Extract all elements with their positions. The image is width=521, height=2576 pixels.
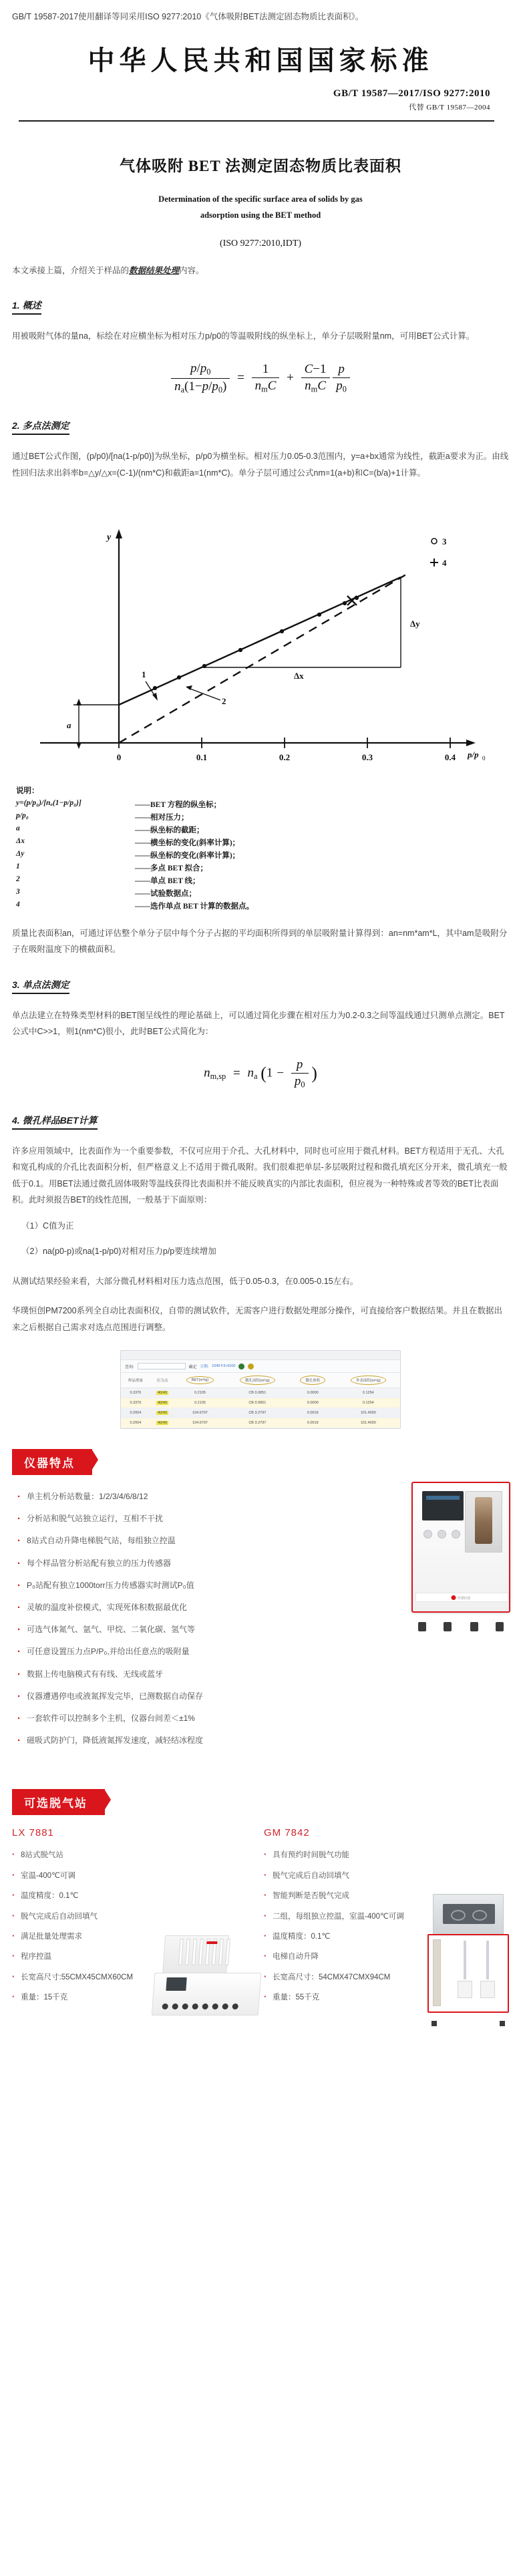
degas-ribbon: 可选脱气站 [12, 1789, 105, 1815]
cell-external-area: 0.1254 [337, 1388, 400, 1398]
svg-text:a: a [67, 720, 71, 731]
brand-logo-icon: 华璞恒创 [451, 1595, 470, 1601]
cell-bet: 0.2105 [174, 1388, 225, 1398]
section-micropore [0, 1094, 521, 1209]
svg-text:y: y [107, 532, 112, 543]
legend-row [16, 861, 254, 874]
legend-key: 2 [16, 874, 20, 883]
lead-suffix: 内容。 [179, 265, 204, 275]
section-multipoint [0, 399, 521, 481]
micropore-conclusion: 从测试结果经验来看，大部分微孔材料相对压力选点范围，低于0.05-0.3，在0.005-0.15左右。 [12, 1276, 359, 1286]
legend-key: Δy [16, 849, 25, 858]
confirm-button[interactable]: 确定 [188, 1365, 197, 1370]
feature-item: · 磁吸式防护门，降低液氮挥发速度，减轻结冰程度 [17, 1730, 331, 1752]
cell-sample-weight: 0.2004 [121, 1408, 150, 1418]
software-toolbar [121, 1360, 400, 1373]
feature-item: · 可任意设置压力点P/P₀,并给出任意点的吸附量 [17, 1641, 331, 1663]
cell-bet: 0.2105 [174, 1398, 225, 1408]
national-standard-banner [0, 25, 521, 122]
section-1-heading: 1. 概述 [12, 299, 41, 315]
col-micropore-volume: 微孔体积 [289, 1373, 337, 1388]
document-title-cn: 气体吸附 BET 法测定固态物质比表面积 [119, 158, 402, 175]
legend-desc: ——横坐标的变化(斜率计算)； [135, 838, 240, 847]
spec-item: · 室温-400℃可调 [12, 1866, 186, 1886]
legend-row [16, 836, 254, 848]
cell-external-area: 101.4000 [337, 1408, 400, 1418]
status-label: 日期: [200, 1365, 209, 1370]
document-title-en-line2: adsorption using the BET method [200, 210, 321, 220]
warn-indicator-icon[interactable] [248, 1363, 254, 1370]
standard-code-replaces: 代替 GB/T 19587—2004 [409, 104, 490, 112]
cell-micropore-volume: 0.0019 [289, 1408, 337, 1418]
legend-key: y=(p/p₀)/[nₐ(1−p/p₀)] [16, 798, 81, 807]
col-external-area: 外表面积(m²/g) [337, 1373, 400, 1388]
legend-desc: ——纵坐标的变化(斜率计算)； [135, 851, 240, 860]
cell-bet: 104.6797 [174, 1418, 225, 1428]
figure-legend [16, 785, 509, 912]
table-row[interactable] [121, 1388, 400, 1398]
legend-desc: ——相对压力； [135, 813, 189, 822]
legend-row [16, 848, 254, 861]
mass-specific-area-paragraph: 质量比表面积an，可通过评估整个单分子层中每个分子占据的平均面积所得到的单层吸附量计算得到：an=nm*am*L，其中am是吸附分子在吸附温度下的横截面积。 [12, 929, 508, 955]
section-overview [0, 279, 521, 344]
feature-item: · 一套软件可以控制多个主机，仪器台间差＜±1% [17, 1708, 331, 1730]
spec-item: · 脱气完成后自动回填气 [12, 1907, 186, 1927]
product-lx7881 [12, 1827, 257, 2028]
feature-item: · 数据上传电脑模式有有线、无线或蓝牙 [17, 1663, 331, 1685]
section-1-body: 用被吸附气体的量na，标绘在对应横坐标为相对压力p/p0的等温吸附线的纵坐标上，单分子层吸附量nm，可用BET公式计算。 [12, 331, 475, 341]
document-idt: (ISO 9277:2010,IDT) [219, 238, 302, 249]
section-4-body: 许多应用领域中，比表面作为一个重要参数，不仅可应用于介孔、大孔材料中，同时也可应用于微孔材料。BET方程适用于无孔、大孔和宽孔构成的介孔比表面积分析，但严格意义上不适用于微孔吸附。我们很难把单层-多层吸附过程和微孔填充区分开来，微孔填充一般低于0.1。用BET法通过微孔固体吸附等温线获得比表面积并不能反映真实的内部比表面积，但应视为一种特殊或者等效的BET比表面积。此时须报告BET的线性范围，一般基于下面原则： [12, 1146, 508, 1205]
spec-item: · 重量：55千克 [264, 1987, 438, 2007]
national-standard-title: 中华人民共和国国家标准 [88, 45, 433, 76]
lx7881-illustration [153, 1935, 260, 2016]
svg-text:0.4: 0.4 [444, 752, 456, 763]
feature-item: · 分析站和脱气站独立运行，互相不干扰 [17, 1508, 331, 1530]
spec-item: · 二组，每组独立控温，室温-400℃可调 [264, 1907, 438, 1927]
instrument-display-icon [422, 1491, 464, 1520]
table-row[interactable] [121, 1408, 400, 1418]
cell-micropore-area: CB 3.2797 [226, 1418, 289, 1428]
legend-desc: ——纵坐标的截距； [135, 826, 204, 834]
cell-bet: 104.6797 [174, 1408, 225, 1418]
svg-text:0.2: 0.2 [279, 752, 291, 763]
svg-text:0: 0 [482, 755, 486, 762]
document-title-en [40, 192, 481, 224]
section-3-heading: 3. 单点法测定 [12, 978, 69, 994]
legend-desc: ——多点 BET 拟合； [135, 864, 208, 872]
section-singlepoint [0, 958, 521, 1040]
product-name: LX 7881 [12, 1827, 54, 1839]
table-header-row [121, 1373, 400, 1388]
spec-item: · 长宽高尺寸:55CMX45CMX60CM [12, 1967, 186, 1987]
section-4-heading: 4. 微孔样品BET计算 [12, 1114, 98, 1130]
instrument-dewar-tube [475, 1497, 492, 1544]
legend-key: a [16, 824, 20, 832]
legend-row [16, 810, 254, 823]
legend-row [16, 887, 254, 899]
svg-text:4: 4 [442, 558, 447, 569]
lead-prefix: 本文承接上篇，介绍关于样品的 [12, 265, 130, 275]
instrument-features-ribbon: 仪器特点 [12, 1449, 92, 1475]
col-pressure-points: 压力点 [150, 1373, 175, 1388]
section-2-heading: 2. 多点法测定 [12, 419, 69, 435]
document-title-en-line1: Determination of the specific surface area of solids by gas [158, 194, 363, 204]
svg-text:1: 1 [142, 669, 146, 680]
legend-row [16, 874, 254, 887]
col-sample-weight: 样品重量 [121, 1373, 150, 1388]
status-value: 1049 F3-H100 [212, 1364, 236, 1369]
col-micropore-area: 微孔面积(m²/g) [226, 1373, 289, 1388]
micropore-rules-list [0, 1219, 521, 1260]
spec-item: · 温度精度：0.1℃ [264, 1927, 438, 1947]
pm7200-instrument-illustration [411, 1482, 510, 1631]
run-indicator-icon[interactable] [238, 1363, 244, 1370]
legend-desc: ——试验数据点； [135, 889, 196, 898]
cell-pressure-points: 40/40 [150, 1388, 175, 1398]
lead-paragraph [0, 263, 521, 279]
feature-item: · 仪器遭遇停电或液氮挥发完毕，已测数据自动保存 [17, 1685, 331, 1708]
feature-item: · 8站式自动升降电梯脱气站，每组独立控温 [17, 1530, 331, 1552]
table-row[interactable] [121, 1398, 400, 1408]
legend-desc: ——单点 BET 线； [135, 876, 200, 885]
svg-text:2: 2 [222, 696, 226, 707]
svg-text:Δy: Δy [410, 619, 420, 629]
legend-key: p/p₀ [16, 811, 29, 820]
svg-text:3: 3 [442, 536, 447, 547]
product-gm7842 [264, 1827, 509, 2028]
instrument-features-header [0, 1429, 521, 1475]
intro-paragraph: GB/T 19587-2017使用翻译等同采用ISO 9277:2010《气体吸附BET法测定固态物质比表面积》。 [12, 12, 364, 21]
cell-external-area: 101.4000 [337, 1418, 400, 1428]
feature-item: · 灵敏的温度补偿模式，实现死体积数据最优化 [17, 1597, 331, 1619]
degas-products [0, 1815, 521, 2028]
legend-row [16, 798, 254, 810]
spec-item: · 电梯自动升降 [264, 1947, 438, 1967]
software-window[interactable] [120, 1350, 401, 1429]
feature-item: · P₀站配有独立1000torr压力传感器实时测试P₀值 [17, 1575, 331, 1597]
spec-item: · 程序控温 [12, 1947, 186, 1967]
instrument-knobs [423, 1530, 460, 1539]
spec-item: · 智能判断是否脱气完成 [264, 1886, 438, 1906]
gm7842-illustration [427, 1894, 509, 2021]
degas-section-header [0, 1752, 521, 1815]
feature-item: · 每个样品管分析站配有独立的压力传感器 [17, 1553, 331, 1575]
legend-desc: ——BET 方程的纵坐标； [135, 800, 222, 809]
legend-key: Δx [16, 836, 25, 845]
svg-text:Δx: Δx [294, 671, 304, 681]
legend-key: 4 [16, 900, 20, 909]
cell-micropore-volume: 0.0000 [289, 1388, 337, 1398]
svg-text:0: 0 [116, 752, 122, 763]
search-input[interactable] [138, 1363, 186, 1370]
search-label: 查询: [125, 1365, 134, 1370]
col-bet: BET(m²/g) [174, 1373, 225, 1388]
spec-item: · 温度精度：0.1℃ [12, 1886, 186, 1906]
table-row[interactable] [121, 1418, 400, 1428]
cell-external-area: 0.1254 [337, 1398, 400, 1408]
lead-emphasis: 数据结果处理 [129, 265, 180, 275]
bet-plot-figure [0, 496, 521, 780]
software-paragraph: 华璞恒创PM7200系列全自动比表面积仪，自带的测试软件，无需客户进行数据处理部分操作，可直接给客户数据结果。并且在数据出来之后根据自己需求对选点范围进行调整。 [12, 1306, 503, 1332]
cell-sample-weight: 0.3376 [121, 1388, 150, 1398]
spec-item: · 脱气完成后自动回填气 [264, 1866, 438, 1886]
spec-item: · 具有预约时间脱气功能 [264, 1845, 438, 1865]
section-3-body: 单点法建立在特殊类型材料的BET图呈线性的理论基础上，可以通过简化步骤在相对压力为0.2-0.3之间等温线通过只测单点测定。BET公式中C>>1，则1(nm*C)很小，此时BET公式简化为： [12, 1010, 505, 1037]
product-name: GM 7842 [264, 1827, 310, 1839]
banner-divider [19, 120, 494, 122]
software-screenshot [0, 1335, 521, 1429]
cell-micropore-volume: 0.0000 [289, 1398, 337, 1408]
cell-pressure-points: 40/40 [150, 1418, 175, 1428]
micropore-rule-1: （1）C值为正 [21, 1221, 74, 1231]
instrument-features-list [0, 1475, 521, 1752]
figure-legend-table [16, 798, 254, 912]
cell-pressure-points: 40/40 [150, 1408, 175, 1418]
bet-equation: $\frac{p/p0}{na(1-p/p0)}$ = $\frac{1}{\text{nmC}}$ + $\frac{C-1}{\text{nmC}}$ $\frac{p}{p0}$ [0, 361, 521, 395]
feature-item: · 可选气体氮气、氩气、甲烷、二氧化碳、氢气等 [17, 1619, 331, 1641]
spec-item: · 重量：15千克 [12, 1987, 186, 2007]
legend-desc: ——选作单点 BET 计算的数据点。 [135, 902, 254, 911]
feature-item: · 单主机分析站数量：1/2/3/4/6/8/12 [17, 1486, 331, 1508]
window-titlebar [121, 1351, 400, 1360]
micropore-rule-2: （2）na(p0-p)或na(1-p/p0)对相对压力p/p要连续增加 [21, 1247, 216, 1257]
spec-item: · 8站式脱气站 [12, 1845, 186, 1865]
legend-key: 3 [16, 887, 20, 896]
svg-text:0.3: 0.3 [361, 752, 373, 763]
spec-item: · 长宽高尺寸：54CMX47CMX94CM [264, 1967, 438, 1987]
legend-row [16, 823, 254, 836]
legend-key: 1 [16, 862, 20, 870]
results-table [121, 1373, 400, 1428]
instrument-chamber [465, 1491, 502, 1553]
standard-code-main: GB/T 19587—2017/ISO 9277:2010 [333, 88, 490, 100]
cell-micropore-area: CB 0.0851 [226, 1388, 289, 1398]
cell-micropore-area: CB 3.2797 [226, 1408, 289, 1418]
section-2-body: 通过BET公式作图，(p/p0)/[na(1-p/p0)]为纵坐标，p/p0为横坐标。相对压力0.05-0.3范围内，y=a+bx通常为线性，截距a要求为正。由线性回归法求出斜率b=△y/△x=(C-1)/(nm*C)和截距a=1(nm*C)。单分子层可通过公式nm=1(a+b)和C=(b/a)+1计算。 [12, 452, 509, 478]
cell-micropore-area: CB 0.0851 [226, 1398, 289, 1408]
standard-codes [12, 88, 509, 112]
svg-text:p/p: p/p [468, 750, 479, 760]
cell-sample-weight: 0.3376 [121, 1398, 150, 1408]
cell-micropore-volume: 0.0019 [289, 1418, 337, 1428]
cell-pressure-points: 40/40 [150, 1398, 175, 1408]
bet-plot-svg [0, 496, 521, 776]
svg-text:0.1: 0.1 [196, 752, 208, 763]
legend-row [16, 899, 254, 912]
cell-sample-weight: 0.2004 [121, 1418, 150, 1428]
spec-item: · 满足批量处理需求 [12, 1927, 186, 1947]
figure-legend-heading: 说明： [16, 787, 39, 796]
single-point-equation: nm,sp = na (1 − $\frac{p}{p0}$ ) [204, 1057, 317, 1089]
